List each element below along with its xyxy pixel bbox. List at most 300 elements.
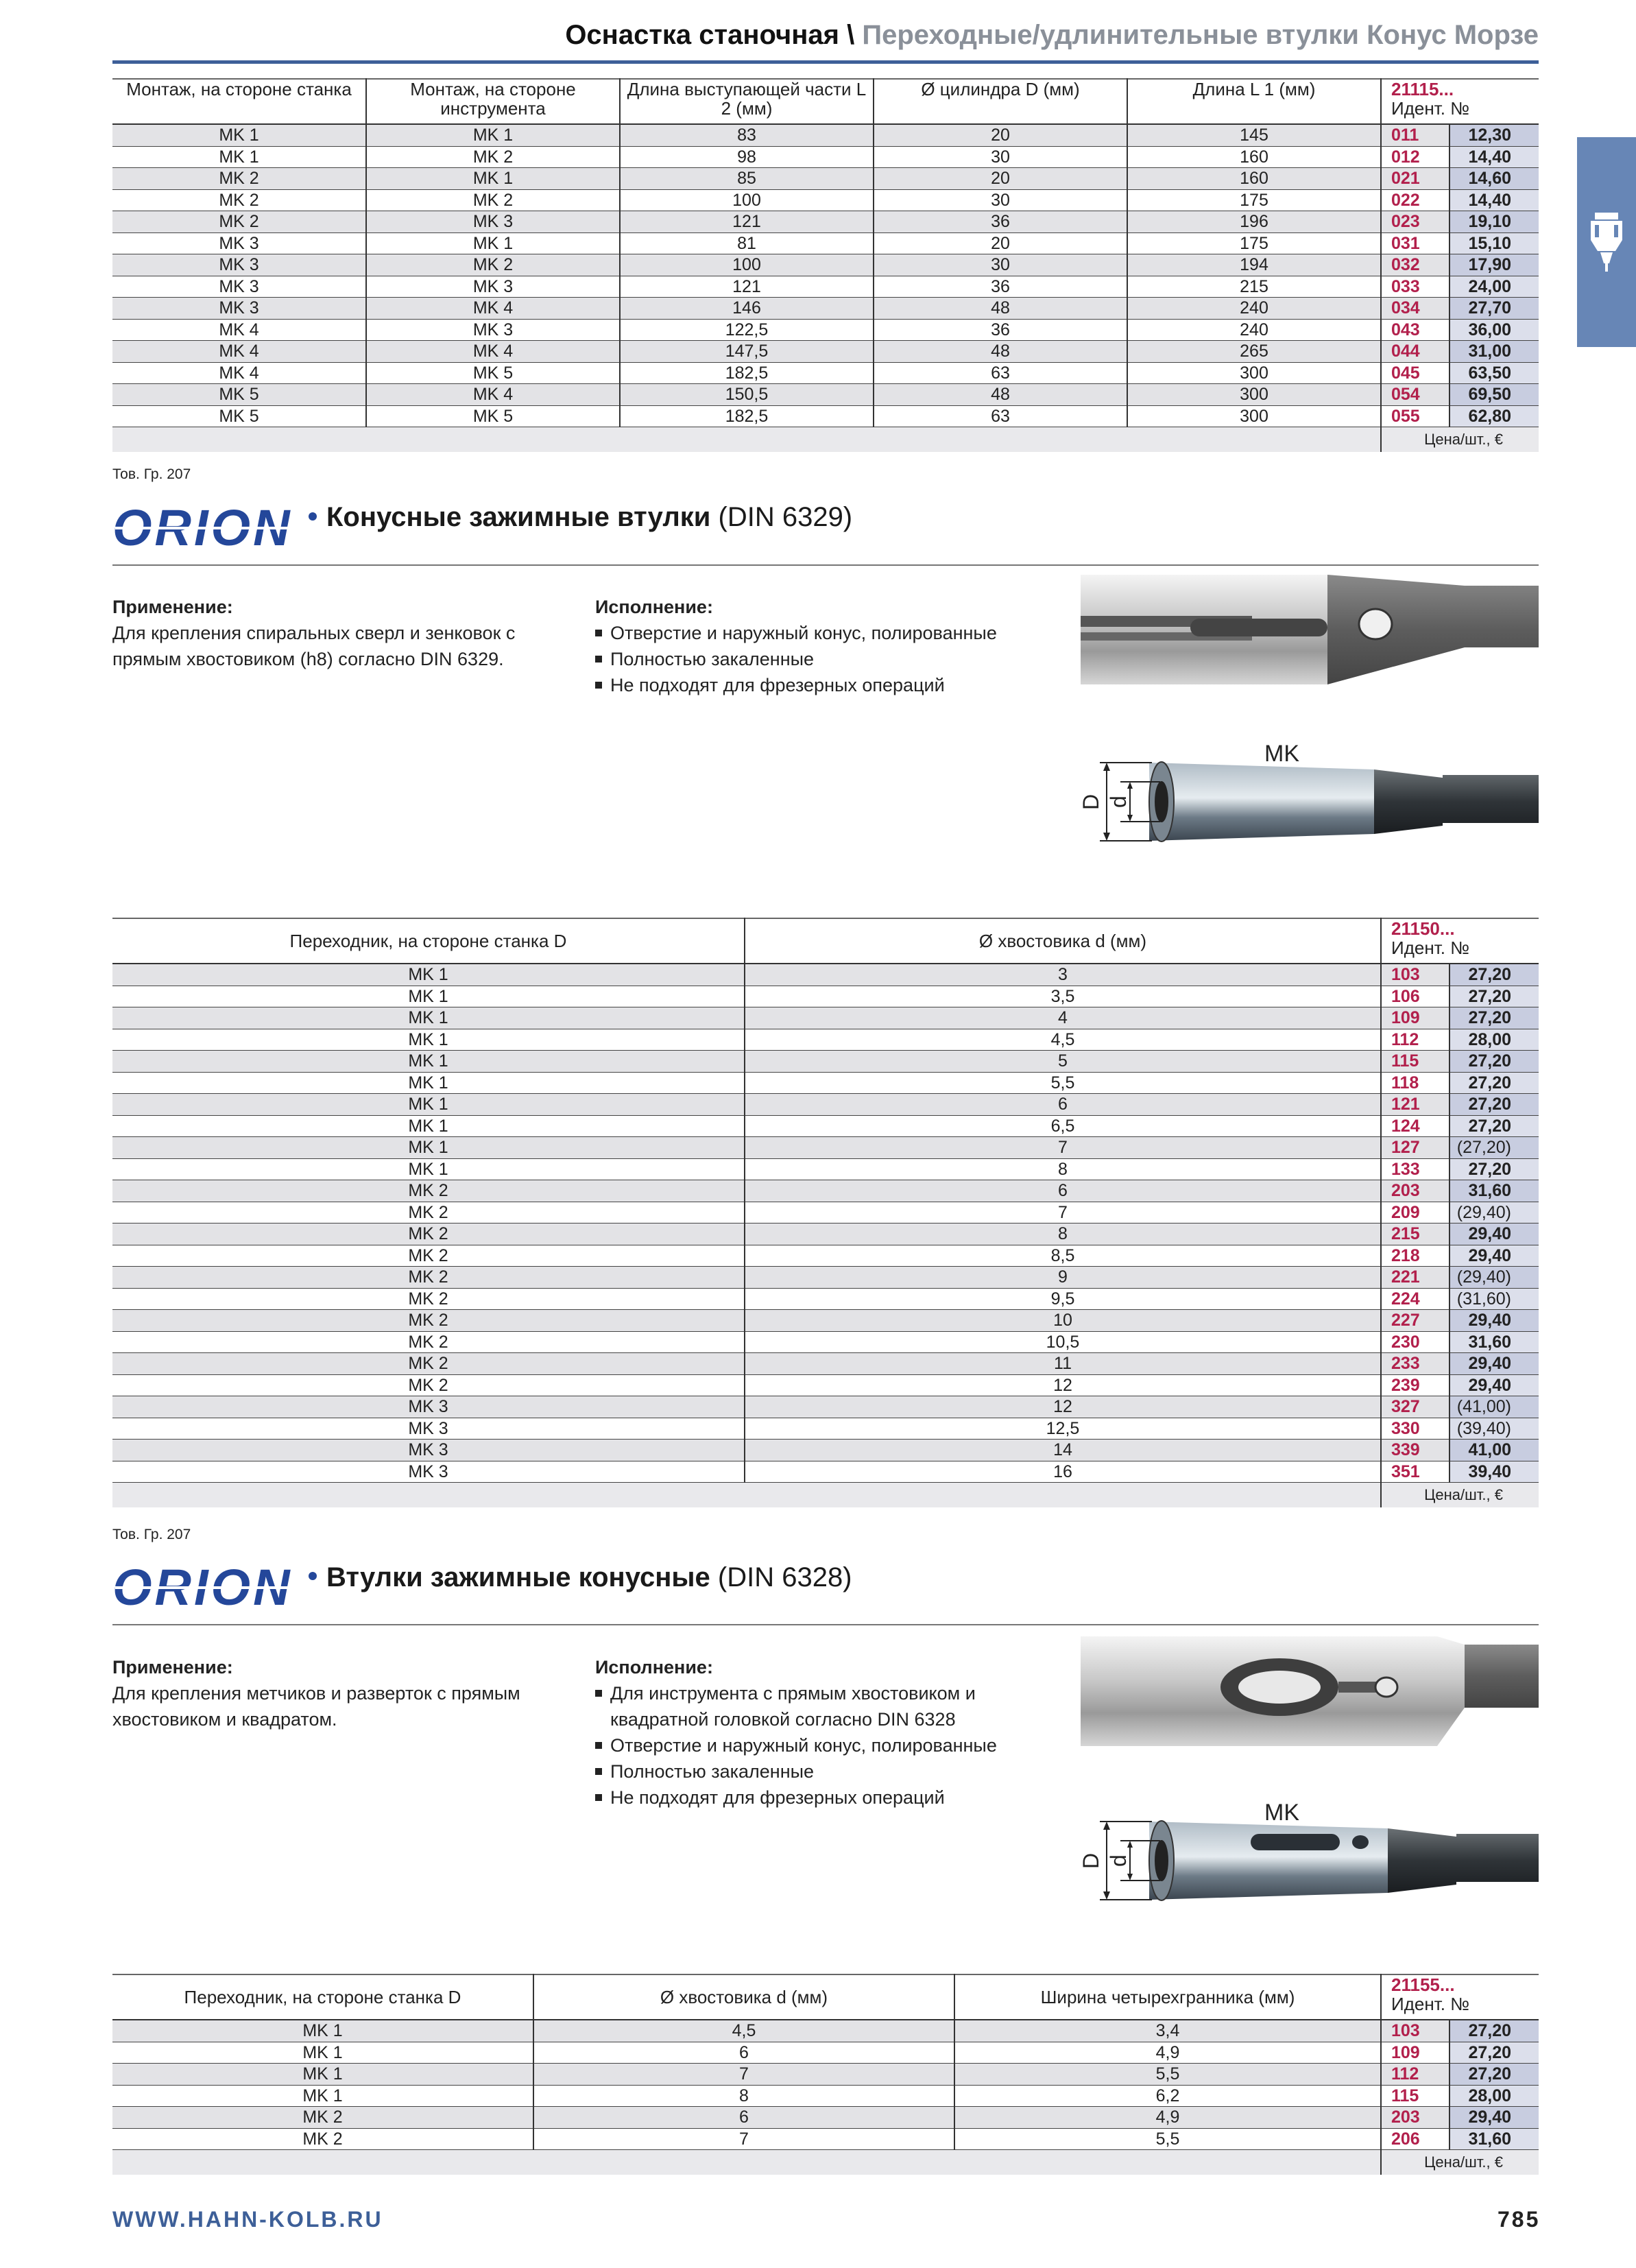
table-body xyxy=(112,124,1539,452)
price-cell: 17,90 xyxy=(1449,254,1539,276)
price-cell: 14,40 xyxy=(1449,189,1539,211)
table-cell: 240 xyxy=(1127,319,1381,341)
table-cell: 5,5 xyxy=(745,1072,1381,1094)
table-cell: 10 xyxy=(745,1310,1381,1332)
table-cell: 6 xyxy=(533,2042,954,2064)
execution-label: Исполнение: xyxy=(595,1657,713,1678)
col-header: Длина L 1 (мм) xyxy=(1127,79,1381,124)
diagram-d-label: d xyxy=(1106,796,1131,808)
ident-number-cell: 227 xyxy=(1381,1310,1449,1332)
table-cell: MK 2 xyxy=(112,2107,533,2129)
application-text: Для крепления метчиков и разверток с прямым хвостовиком и квадратом. xyxy=(112,1683,520,1730)
table-row xyxy=(112,2020,1539,2042)
ident-number-cell: 218 xyxy=(1381,1245,1449,1267)
col-header: Монтаж, на стороне инструмента xyxy=(366,79,620,124)
ident-number-cell: 127 xyxy=(1381,1137,1449,1159)
table-footer-row xyxy=(112,427,1539,453)
execution-item: Отверстие и наружный конус, полированные xyxy=(595,1732,1041,1758)
table-cell: 3 xyxy=(745,964,1381,986)
table-cell: MK 2 xyxy=(112,168,366,190)
table-cell: MK 3 xyxy=(366,211,620,233)
table-cell: MK 2 xyxy=(112,1180,745,1202)
table-row xyxy=(112,1158,1539,1180)
execution-item: Не подходят для фрезерных операций xyxy=(595,672,1075,698)
table-cell: 16 xyxy=(745,1461,1381,1483)
logo-wordmark: ORION xyxy=(112,499,293,556)
table-cell: 5,5 xyxy=(954,2128,1381,2150)
table-cell: MK 4 xyxy=(366,341,620,363)
table-cell: MK 2 xyxy=(112,1353,745,1375)
ident-number-cell: 109 xyxy=(1381,1007,1449,1029)
application-block xyxy=(112,594,551,672)
table-cell: 14 xyxy=(745,1440,1381,1461)
footer-url-link[interactable]: WWW.HAHN-KOLB.RU xyxy=(112,2207,383,2232)
table-cell: 5,5 xyxy=(954,2064,1381,2086)
table-row xyxy=(112,1267,1539,1289)
table-cell: MK 1 xyxy=(112,1137,745,1159)
diagram-D-label: D xyxy=(1079,793,1103,810)
section-title xyxy=(326,1561,852,1594)
table-row xyxy=(112,1461,1539,1483)
drill-chuck-icon xyxy=(1583,213,1631,274)
table-row xyxy=(112,298,1539,320)
price-cell: 39,40 xyxy=(1449,1461,1539,1483)
section-title-main: Втулки зажимные конусные xyxy=(326,1562,710,1592)
table-cell: MK 3 xyxy=(112,1418,745,1440)
table-row xyxy=(112,1288,1539,1310)
table-cell: 7 xyxy=(745,1137,1381,1159)
ident-number-cell: 109 xyxy=(1381,2042,1449,2064)
table-cell: 300 xyxy=(1127,362,1381,384)
price-cell: 29,40 xyxy=(1449,1353,1539,1375)
price-cell: (31,60) xyxy=(1449,1288,1539,1310)
diagram-mk-label: MK xyxy=(1264,1800,1299,1826)
price-cell: 27,20 xyxy=(1449,1051,1539,1073)
table-row xyxy=(112,2085,1539,2107)
execution-item: Для инструмента с прямым хвостовиком и квадратной головкой согласно DIN 6328 xyxy=(595,1680,1041,1732)
diagram-d-label: d xyxy=(1106,1854,1131,1867)
table-cell: MK 2 xyxy=(112,189,366,211)
table-cell: MK 1 xyxy=(112,986,745,1007)
price-cell: 63,50 xyxy=(1449,362,1539,384)
sleeve-diagram xyxy=(1079,738,1539,859)
ident-number-cell: 112 xyxy=(1381,1029,1449,1051)
price-cell: (41,00) xyxy=(1449,1396,1539,1418)
col-header: Ø цилиндра D (мм) xyxy=(874,79,1127,124)
table-footer-row xyxy=(112,1483,1539,1508)
table-row xyxy=(112,146,1539,168)
table-row xyxy=(112,211,1539,233)
table-cell: 48 xyxy=(874,341,1127,363)
ident-number-cell: 106 xyxy=(1381,986,1449,1007)
table-cell: 36 xyxy=(874,319,1127,341)
price-cell: 27,20 xyxy=(1449,1158,1539,1180)
price-cell: (29,40) xyxy=(1449,1267,1539,1289)
ident-number-cell: 115 xyxy=(1381,2085,1449,2107)
table-row xyxy=(112,2107,1539,2129)
sleeve-photo xyxy=(1081,1636,1539,1747)
table-cell: 3,5 xyxy=(745,986,1381,1007)
table-cell: MK 1 xyxy=(112,1072,745,1094)
table-cell: 160 xyxy=(1127,146,1381,168)
logo-wordmark: ORION xyxy=(112,1559,293,1616)
col-header: Длина выступающей части L 2 (мм) xyxy=(620,79,874,124)
price-cell: 27,20 xyxy=(1449,2042,1539,2064)
application-label: Применение: xyxy=(112,597,233,617)
application-text: Для крепления спиральных сверл и зенковок с прямым хвостовиком (h8) согласно DIN 6329. xyxy=(112,623,516,669)
ident-number-cell: 032 xyxy=(1381,254,1449,276)
table-row xyxy=(112,1007,1539,1029)
table-din6329 xyxy=(112,918,1539,1507)
product-group: Тов. Гр. 207 xyxy=(112,466,191,482)
table-cell: 63 xyxy=(874,405,1127,427)
price-cell: 27,70 xyxy=(1449,298,1539,320)
table-row xyxy=(112,232,1539,254)
ident-number-cell: 118 xyxy=(1381,1072,1449,1094)
table-cell: MK 1 xyxy=(112,1051,745,1073)
price-unit-label: Цена/шт., € xyxy=(1381,1483,1539,1508)
table-cell: MK 2 xyxy=(112,1245,745,1267)
ident-number-cell: 327 xyxy=(1381,1396,1449,1418)
price-cell: 31,60 xyxy=(1449,2128,1539,2150)
col-header: Ø хвостовика d (мм) xyxy=(533,1974,954,2020)
table-row xyxy=(112,384,1539,406)
ident-number-cell: 203 xyxy=(1381,1180,1449,1202)
ident-number-cell: 045 xyxy=(1381,362,1449,384)
table-cell: MK 2 xyxy=(112,1310,745,1332)
table-footer-blank xyxy=(112,2150,1381,2175)
ident-number-cell: 233 xyxy=(1381,1353,1449,1375)
table-cell: 83 xyxy=(620,124,874,146)
table-cell: 9,5 xyxy=(745,1288,1381,1310)
ident-number-cell: 022 xyxy=(1381,189,1449,211)
table-cell: 122,5 xyxy=(620,319,874,341)
page-header xyxy=(112,15,1539,55)
table-cell: MK 2 xyxy=(112,1223,745,1245)
table-cell: 182,5 xyxy=(620,405,874,427)
table-cell: MK 3 xyxy=(112,232,366,254)
table-cell: MK 1 xyxy=(112,1115,745,1137)
table-cell: 6 xyxy=(745,1094,1381,1116)
table-row xyxy=(112,254,1539,276)
table-row xyxy=(112,189,1539,211)
table-cell: 6,5 xyxy=(745,1115,1381,1137)
diagram-D-label: D xyxy=(1079,1852,1103,1869)
table-row xyxy=(112,964,1539,986)
table-cell: MK 2 xyxy=(112,1331,745,1353)
price-cell: 27,20 xyxy=(1449,1115,1539,1137)
table-cell: 10,5 xyxy=(745,1331,1381,1353)
ident-header xyxy=(1381,79,1539,124)
table-cell: 147,5 xyxy=(620,341,874,363)
table-row xyxy=(112,1051,1539,1073)
table-cell: 30 xyxy=(874,189,1127,211)
price-cell: 27,20 xyxy=(1449,986,1539,1007)
ident-number-cell: 103 xyxy=(1381,964,1449,986)
table-cell: MK 3 xyxy=(112,1461,745,1483)
price-cell: 29,40 xyxy=(1449,1374,1539,1396)
table-row xyxy=(112,1029,1539,1051)
ident-number-cell: 034 xyxy=(1381,298,1449,320)
table-cell: MK 1 xyxy=(366,232,620,254)
table-row xyxy=(112,405,1539,427)
table-row xyxy=(112,276,1539,298)
table-cell: MK 1 xyxy=(112,1158,745,1180)
table-cell: MK 4 xyxy=(366,298,620,320)
section-rule xyxy=(112,564,1539,566)
table-cell: 300 xyxy=(1127,384,1381,406)
section-rule xyxy=(112,1624,1539,1625)
table-cell: 12 xyxy=(745,1396,1381,1418)
table-row xyxy=(112,1202,1539,1223)
ident-number-cell: 012 xyxy=(1381,146,1449,168)
ident-number-cell: 239 xyxy=(1381,1374,1449,1396)
table-row xyxy=(112,1245,1539,1267)
price-unit-label: Цена/шт., € xyxy=(1381,427,1539,453)
table-cell: 100 xyxy=(620,189,874,211)
table-cell: MK 4 xyxy=(112,319,366,341)
table-cell: MK 4 xyxy=(112,341,366,363)
page-number: 785 xyxy=(1497,2207,1541,2232)
table-cell: MK 2 xyxy=(366,254,620,276)
table-cell: 145 xyxy=(1127,124,1381,146)
price-cell: 19,10 xyxy=(1449,211,1539,233)
ident-number-cell: 043 xyxy=(1381,319,1449,341)
table-cell: 8,5 xyxy=(745,1245,1381,1267)
table-cell: MK 1 xyxy=(112,2020,533,2042)
price-unit-label: Цена/шт., € xyxy=(1381,2150,1539,2175)
ident-number-cell: 221 xyxy=(1381,1267,1449,1289)
price-cell: 69,50 xyxy=(1449,384,1539,406)
table-cell: MK 1 xyxy=(112,1029,745,1051)
table-cell: 48 xyxy=(874,298,1127,320)
table-cell: 175 xyxy=(1127,189,1381,211)
table-cell: 30 xyxy=(874,146,1127,168)
table-row xyxy=(112,2128,1539,2150)
execution-item: Отверстие и наружный конус, полированные xyxy=(595,620,1075,646)
table-footer-blank xyxy=(112,1483,1381,1508)
ident-code: 21115... xyxy=(1391,79,1454,99)
table-cell: 11 xyxy=(745,1353,1381,1375)
sleeve-diagram xyxy=(1079,1797,1539,1918)
table-cell: 36 xyxy=(874,276,1127,298)
price-cell: 62,80 xyxy=(1449,405,1539,427)
table-cell: 20 xyxy=(874,124,1127,146)
price-cell: 28,00 xyxy=(1449,1029,1539,1051)
ident-number-cell: 054 xyxy=(1381,384,1449,406)
table-row xyxy=(112,341,1539,363)
ident-number-cell: 206 xyxy=(1381,2128,1449,2150)
ident-number-cell: 124 xyxy=(1381,1115,1449,1137)
price-cell: 27,20 xyxy=(1449,1072,1539,1094)
price-cell: 27,20 xyxy=(1449,1094,1539,1116)
col-header: Переходник, на стороне станка D xyxy=(112,918,745,964)
table-morse-sleeves xyxy=(112,78,1539,452)
table-row xyxy=(112,1310,1539,1332)
price-cell: 14,60 xyxy=(1449,168,1539,190)
table-cell: MK 2 xyxy=(112,1288,745,1310)
side-tab xyxy=(1577,137,1636,347)
table-cell: MK 1 xyxy=(112,2064,533,2086)
header-rule xyxy=(112,60,1539,64)
application-block xyxy=(112,1654,565,1732)
table-cell: 182,5 xyxy=(620,362,874,384)
table-cell: 150,5 xyxy=(620,384,874,406)
ident-number-cell: 215 xyxy=(1381,1223,1449,1245)
table-cell: 121 xyxy=(620,211,874,233)
ident-code: 21155... xyxy=(1391,1974,1455,1995)
price-cell: 31,60 xyxy=(1449,1331,1539,1353)
table-cell: 9 xyxy=(745,1267,1381,1289)
price-cell: 28,00 xyxy=(1449,2085,1539,2107)
price-cell: 27,20 xyxy=(1449,964,1539,986)
price-cell: 29,40 xyxy=(1449,1310,1539,1332)
sleeve-photo xyxy=(1081,575,1539,686)
table-cell: 30 xyxy=(874,254,1127,276)
table-cell: 240 xyxy=(1127,298,1381,320)
table-cell: MK 1 xyxy=(112,964,745,986)
price-cell: 24,00 xyxy=(1449,276,1539,298)
table-cell: MK 5 xyxy=(366,362,620,384)
header-subtitle: Переходные/удлинительные втулки Конус Морзе xyxy=(862,20,1539,50)
col-header: Ø хвостовика d (мм) xyxy=(745,918,1381,964)
table-cell: 36 xyxy=(874,211,1127,233)
price-cell: 31,60 xyxy=(1449,1180,1539,1202)
table-cell: MK 3 xyxy=(112,1396,745,1418)
execution-label: Исполнение: xyxy=(595,597,713,617)
table-cell: MK 2 xyxy=(112,2128,533,2150)
table-row xyxy=(112,1374,1539,1396)
table-row xyxy=(112,1180,1539,1202)
table-cell: 6,2 xyxy=(954,2085,1381,2107)
table-cell: 12 xyxy=(745,1374,1381,1396)
table-cell: MK 2 xyxy=(112,1267,745,1289)
table-cell: MK 2 xyxy=(112,211,366,233)
ident-label: Идент. № xyxy=(1391,1994,1470,2014)
table-cell: MK 3 xyxy=(366,319,620,341)
table-cell: 85 xyxy=(620,168,874,190)
table-cell: 4,5 xyxy=(533,2020,954,2042)
table-cell: 100 xyxy=(620,254,874,276)
table-cell: 215 xyxy=(1127,276,1381,298)
table-cell: MK 1 xyxy=(112,2042,533,2064)
table-cell: 98 xyxy=(620,146,874,168)
table-footer-blank xyxy=(112,427,1381,453)
ident-number-cell: 133 xyxy=(1381,1158,1449,1180)
ident-number-cell: 033 xyxy=(1381,276,1449,298)
execution-block xyxy=(595,594,1075,698)
diagram-mk-label: MK xyxy=(1264,741,1299,767)
table-body xyxy=(112,964,1539,1507)
ident-number-cell: 209 xyxy=(1381,1202,1449,1223)
table-din6328 xyxy=(112,1974,1539,2175)
table-cell: MK 3 xyxy=(366,276,620,298)
table-cell: MK 2 xyxy=(366,189,620,211)
ident-number-cell: 330 xyxy=(1381,1418,1449,1440)
ident-number-cell: 055 xyxy=(1381,405,1449,427)
price-cell: 14,40 xyxy=(1449,146,1539,168)
table-cell: MK 4 xyxy=(112,362,366,384)
ident-number-cell: 121 xyxy=(1381,1094,1449,1116)
execution-item: Не подходят для фрезерных операций xyxy=(595,1784,1041,1811)
ident-number-cell: 115 xyxy=(1381,1051,1449,1073)
ident-number-cell: 351 xyxy=(1381,1461,1449,1483)
execution-item: Полностью закаленные xyxy=(595,1758,1041,1784)
table-row xyxy=(112,2064,1539,2086)
price-cell: 29,40 xyxy=(1449,2107,1539,2129)
price-cell: (27,20) xyxy=(1449,1137,1539,1159)
table-row xyxy=(112,362,1539,384)
table-cell: 196 xyxy=(1127,211,1381,233)
product-group: Тов. Гр. 207 xyxy=(112,1527,191,1542)
table-cell: 6 xyxy=(745,1180,1381,1202)
ident-header xyxy=(1381,1974,1539,2020)
table-cell: MK 1 xyxy=(112,1007,745,1029)
table-row xyxy=(112,1137,1539,1159)
price-cell: 29,40 xyxy=(1449,1245,1539,1267)
orion-logo xyxy=(112,499,318,556)
table-cell: 81 xyxy=(620,232,874,254)
ident-label: Идент. № xyxy=(1391,938,1470,958)
table-cell: MK 1 xyxy=(112,146,366,168)
table-cell: 5 xyxy=(745,1051,1381,1073)
price-cell: (39,40) xyxy=(1449,1418,1539,1440)
table-cell: 8 xyxy=(745,1223,1381,1245)
table-cell: MK 5 xyxy=(112,384,366,406)
ident-number-cell: 112 xyxy=(1381,2064,1449,2086)
table-cell: 7 xyxy=(533,2064,954,2086)
ident-number-cell: 021 xyxy=(1381,168,1449,190)
table-cell: 4,9 xyxy=(954,2107,1381,2129)
table-cell: 121 xyxy=(620,276,874,298)
table-row xyxy=(112,2042,1539,2064)
price-cell: 12,30 xyxy=(1449,124,1539,146)
price-cell: 27,20 xyxy=(1449,2020,1539,2042)
section-title-din: (DIN 6328) xyxy=(710,1562,852,1592)
table-cell: 20 xyxy=(874,232,1127,254)
table-cell: MK 1 xyxy=(112,2085,533,2107)
application-label: Применение: xyxy=(112,1657,233,1678)
table-row xyxy=(112,986,1539,1007)
table-cell: MK 2 xyxy=(366,146,620,168)
header-main: Оснастка станочная xyxy=(565,20,839,50)
table-row xyxy=(112,1440,1539,1461)
table-row xyxy=(112,1331,1539,1353)
table-cell: MK 3 xyxy=(112,254,366,276)
table-cell: 6 xyxy=(533,2107,954,2129)
table-cell: 7 xyxy=(745,1202,1381,1223)
price-cell: 15,10 xyxy=(1449,232,1539,254)
table-cell: MK 1 xyxy=(366,168,620,190)
ident-number-cell: 224 xyxy=(1381,1288,1449,1310)
table-row xyxy=(112,1094,1539,1116)
table-row xyxy=(112,1115,1539,1137)
table-row xyxy=(112,1418,1539,1440)
table-row xyxy=(112,1396,1539,1418)
table-cell: MK 1 xyxy=(112,1094,745,1116)
ident-number-cell: 023 xyxy=(1381,211,1449,233)
table-cell: 4,5 xyxy=(745,1029,1381,1051)
ident-number-cell: 103 xyxy=(1381,2020,1449,2042)
execution-item: Полностью закаленные xyxy=(595,646,1075,672)
table-body xyxy=(112,2020,1539,2175)
price-cell: 31,00 xyxy=(1449,341,1539,363)
execution-block xyxy=(595,1654,1041,1811)
table-cell: 175 xyxy=(1127,232,1381,254)
price-cell: 36,00 xyxy=(1449,319,1539,341)
col-header: Монтаж, на стороне станка xyxy=(112,79,366,124)
table-cell: MK 5 xyxy=(112,405,366,427)
